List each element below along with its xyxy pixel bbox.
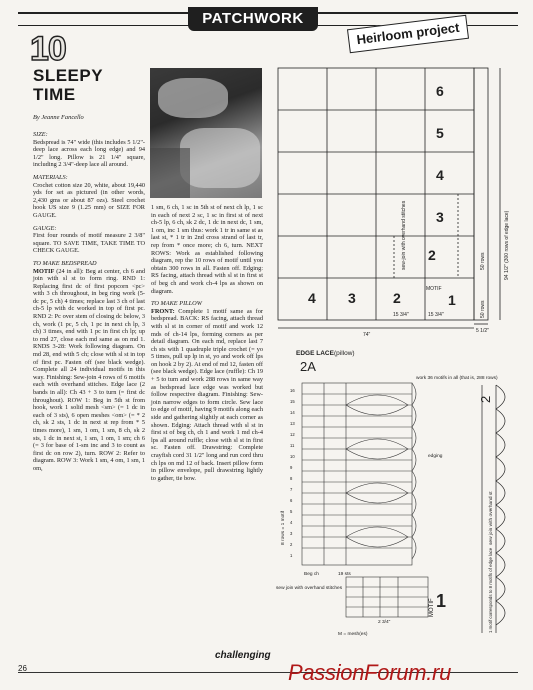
- section-text-materials: Crochet cotton size 20, white, about 19,440 yds for set as pictured (in other words, 2,430 gms or about 87 ozs). Steel crochet hook US size 9 (1.25 mm) or SIZE FOR GAUGE.: [33, 181, 145, 219]
- row-num: 2: [290, 542, 293, 547]
- section-head-gauge: GAUGE:: [33, 224, 57, 232]
- layout-num-5: 5: [436, 125, 444, 141]
- section-head-materials: MATERIALS:: [33, 173, 68, 181]
- section-head-pillow: TO MAKE PILLOW: [151, 300, 202, 308]
- layout-dim-width: 74": [363, 332, 371, 338]
- row-num: 15: [290, 399, 295, 404]
- layout-num-2: 2: [393, 290, 401, 306]
- row-num: 13: [290, 421, 295, 426]
- dim-depth: 2 3/4": [378, 620, 391, 625]
- layout-dim-motif-1: 15 3/4": [393, 312, 409, 318]
- row-num: 3: [290, 531, 293, 536]
- heirloom-tag: Heirloom project: [347, 15, 469, 53]
- watermark: PassionForum.ru: [288, 660, 452, 685]
- row-num: 11: [290, 443, 295, 448]
- section-head-size: SIZE:: [33, 131, 48, 138]
- note-rows: 8 rows = 1 motif: [281, 511, 286, 545]
- pattern-title: [33, 66, 103, 104]
- motif-corner-chart: [346, 577, 428, 617]
- lace-band-right: [474, 68, 488, 320]
- front-lead: FRONT:: [151, 307, 175, 315]
- layout-num-3r: 3: [436, 209, 444, 225]
- layout-dim-rows-b: 50 rows: [480, 300, 486, 318]
- pillow-body: Complete 1 motif same as for bedspread. BACK: RS facing, attach thread with sl st in corner of motif and work 12 mds of ch-14 lps, forming corners as per detail diagram. On each md, replace last 7 ch sts with 1 quadruple triple crochet (= yo 5 times, pull up lp in st, yo and work off lps on hook 2 by 2). At end of md 12, fasten off (see black wedge). Edge lace (ruffle): Ch 19 + 5 to turn and work 288 rows in same way as bedspread lace edge was worked but follow respective diagram. Finishing: Sew-join narrow edges to form circle. Sew lace to edge of motif, having 9 motifs along each side and gathering slightly at each corner as shown. Edging: Attach thread with sl st in first st of beg ch, ch 1 and work 1 md ch-4 lps all around ruffle; close with sl st in first sc. Fasten off. Drawstring: Complete crayfish cord 31 1/2" long and run cord thru ch lps on md 12 of back. Insert pillow form in pillow envelope, pull drawstring lightly to gather, tie bow.: [151, 307, 263, 482]
- photo-bedspread: [180, 128, 260, 188]
- text-column-1: [33, 131, 145, 473]
- layout-dim-rows-a: 50 rows: [480, 252, 486, 270]
- layout-num-4: 4: [308, 290, 316, 306]
- edge-label: 2A: [300, 359, 316, 374]
- section-text-size: Bedspread is 74" wide (this includes 5 1/2"-deep lace across each long edge) and 94 1/2" long. Pillow is 21 1/4" square, including 2 3/4"-deep lace all around.: [33, 138, 145, 169]
- row-num: 7: [290, 487, 293, 492]
- stitch-chart: [302, 383, 416, 565]
- edge-title: EDGE LACE: [296, 350, 334, 357]
- photo-pillow: [158, 78, 228, 118]
- text-column-2: [151, 204, 263, 482]
- row-num: 5: [290, 509, 293, 514]
- bedspread-layout-diagram: [268, 60, 528, 342]
- layout-num-6: 6: [436, 83, 444, 99]
- layout-num-4r: 4: [436, 167, 444, 183]
- layout-num-2r: 2: [428, 247, 436, 263]
- mesh-note: M = mesh(es): [338, 632, 368, 637]
- row-num: 8: [290, 476, 293, 481]
- section-tab: PATCHWORK: [188, 7, 318, 31]
- side-note-2: 1 motif corresponds to 8 motifs of edge lace: [488, 547, 493, 633]
- row-num: 16: [290, 388, 295, 393]
- motif-lead: MOTIF: [33, 267, 55, 275]
- layout-motif-label: MOTIF: [426, 286, 442, 292]
- section-text-continued: 1 sm, 6 ch, 1 sc in 5th st of next ch lp, 1 sc in each of next 2 sc, 1 sc in first st of next ch-5 lp, 6 ch, sk 2 dc, 1 dc in next dc, 1 sm, 1 om, inc 1 sm thus: work 1 tr in same st as last st, * 1 tr in 2nd cross strand of last tr, rep from * once more; ch 6, turn. NEXT ROWS: Work as established following diagram, rep the 10 rows of motif until you obtain 300 rows in all. Fasten off. Edging: RS facing, attach thread with sl st in first st of beg ch and work ch-4 lps as shown on diagram.: [151, 204, 263, 295]
- row-num: 6: [290, 498, 293, 503]
- row-num: 14: [290, 410, 295, 415]
- pattern-number: 10: [30, 30, 66, 68]
- section-text-pillow: [151, 308, 263, 483]
- note-sts: 19 sts: [338, 572, 351, 577]
- edge-subtitle: (pillow): [334, 350, 355, 357]
- section-text-bedspread: [33, 268, 145, 473]
- layout-num-3: 3: [348, 290, 356, 306]
- row-numbers: [290, 388, 295, 558]
- row-num: 12: [290, 432, 295, 437]
- layout-dim-height: 94 1/2" (300 rows of edge lace): [504, 210, 510, 280]
- layout-num-1: 1: [448, 292, 456, 308]
- photo-shadow: [150, 148, 190, 198]
- motif-label: MOTIF: [429, 598, 435, 617]
- side-note: sew join with overhand st: [489, 491, 494, 545]
- row-num: 10: [290, 454, 295, 459]
- layout-dim-side: 5 1/2": [476, 328, 489, 334]
- side-label: 2: [478, 395, 493, 403]
- note-sew: sew join with overhand stitches: [276, 586, 343, 591]
- section-text-gauge: First four rounds of motif measure 2 3/8" square. TO SAVE TIME, TAKE TIME TO CHECK GAUGE.: [33, 232, 145, 255]
- note-beg: Beg ch: [304, 572, 319, 577]
- row-num: 1: [290, 553, 293, 558]
- note-work: work 36 motifs in all (that is, 288 rows): [416, 376, 498, 381]
- byline: By Jeanne Fancello: [33, 114, 84, 121]
- motif-num: 1: [436, 591, 447, 611]
- section-head-bedspread: TO MAKE BEDSPREAD: [33, 259, 97, 267]
- edge-lace-diagram: [268, 345, 530, 645]
- title-line-1: SLEEPY: [33, 66, 104, 85]
- layout-dim-motif-2: 15 3/4": [428, 312, 444, 318]
- row-num: 4: [290, 520, 293, 525]
- row-num: 9: [290, 465, 293, 470]
- challenging-badge: challenging: [215, 650, 271, 661]
- page-number: 26: [18, 664, 27, 673]
- layout-seam-label: sew-join with overhand stitches: [401, 200, 407, 270]
- title-line-2: TIME: [33, 85, 76, 104]
- bedspread-photo: [150, 68, 262, 198]
- note-edging: edging: [428, 454, 443, 459]
- bedspread-body: (24 in all): Beg at center, ch 6 and join with sl st to form ring. RND 1: Replacing first dc of first popcorn <pc> with 3 ch throughout, in beg ring work (5-dc pc, 5 ch) 4 times; replace last 3 ch of last ch-5 lp with dc worked in top of first pc. RND 2: Pc over stem of closing dc below, 3 ch, work (1 pc, 5 ch, 1 pc in next ch lp, 3 ch) 3 times, end with 1 pc in first ch lp; up to rnd 27, close each md same as on md 1. RNDS 3-28: Work following diagram. On md 28, end with 5 ch; close with sl st in top of first pc. Fasten off (see black wedge). Complete all 24 individual motifs in this way. Finishing: Sew-join 4 rows of 6 motifs each with overhand stitches. Edge lace (2 bands in all): Ch 43 + 3 to turn (= first dc throughout). ROW 1: Beg in 5th st from hook, work 1 solid mesh <sm> (= 1 dc in each of 3 sts), 6 open meshes <om> (= * 2 ch, sk 2 sts, 1 dc in next st rep from * 5 times more), 1 sm, 1 om, 1 sm, 8 ch, sk 2 sts, 1 dc in next st, 1 sm, 1 om, 1 sm; ch 6 (= 3 for base of 1-sm inc and 3 to count as first dc on row 2), turn. ROW 2: Refer to diagram. ROW 3: Work 1 sm, 4 om, 1 sm, 1 om,: [33, 267, 145, 472]
